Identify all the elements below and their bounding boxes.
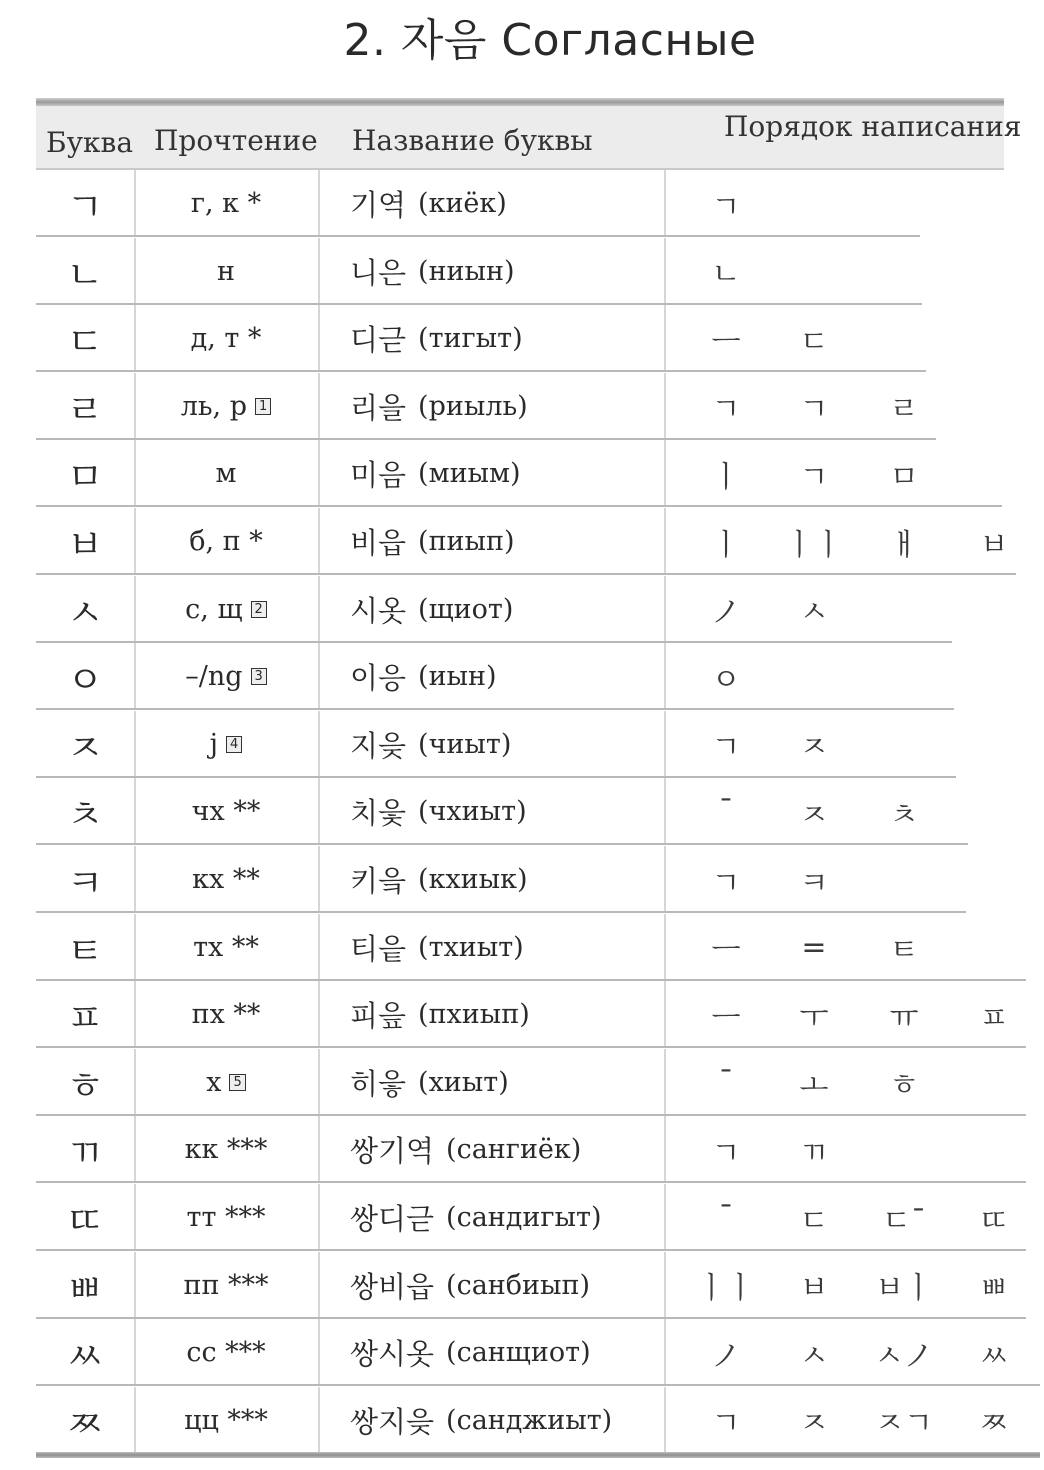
stroke-step: ㅂ (799, 1271, 829, 1307)
page-title: 2. 자음 Согласные (343, 15, 757, 66)
column-divider (664, 711, 666, 778)
stroke-step: ㅣㅣ (785, 527, 843, 563)
header-letter: Буква (46, 126, 134, 159)
stroke-step: ㅡ (711, 933, 741, 969)
stroke-step: ㄲ (799, 1135, 829, 1171)
column-divider (134, 1387, 136, 1454)
stroke-step: ㅇ (711, 662, 741, 698)
name-cell (350, 914, 524, 981)
stroke-step: ㅂ (979, 527, 1009, 563)
stroke-step: ㅠ (889, 1000, 919, 1036)
letter-name-hangul: 기역 (350, 188, 407, 222)
stroke-step: ˉ (718, 1200, 734, 1235)
table-row (36, 778, 1040, 845)
footnote-marker: 2 (251, 601, 267, 618)
stroke-step: ㅋ (799, 865, 829, 901)
letter-name-russian: (миым) (418, 458, 521, 490)
stroke-step: ㄱ (799, 459, 829, 495)
column-divider (664, 981, 666, 1048)
column-divider (664, 1319, 666, 1386)
name-cell (350, 1319, 591, 1386)
table-row (36, 238, 1040, 305)
table-row (36, 305, 1040, 372)
letter-name-hangul: 지읒 (350, 728, 407, 763)
letter-name-hangul: 쌍시옷 (350, 1337, 435, 1372)
footnote-marker: 1 (255, 398, 271, 415)
reading-text: –/ng (185, 661, 243, 693)
reading-text: сс *** (186, 1337, 266, 1369)
letter-name-russian: (санбиып) (446, 1269, 591, 1301)
column-divider (318, 238, 320, 305)
column-divider (664, 1116, 666, 1183)
letter-name-hangul: 치읓 (350, 796, 407, 831)
table-header (36, 106, 1022, 170)
letter-cell: ㄲ (66, 1131, 104, 1176)
name-cell (350, 305, 523, 372)
table-row (36, 1387, 1040, 1454)
stroke-step: ノ (711, 595, 741, 631)
footnote-marker: 5 (229, 1074, 245, 1091)
letter-cell: ㅆ (66, 1334, 104, 1379)
column-divider (318, 1184, 320, 1251)
name-cell (350, 576, 513, 643)
reading-text: г, к * (190, 188, 262, 219)
reading-cell (141, 1049, 311, 1116)
column-divider (664, 1387, 666, 1454)
name-cell (350, 846, 528, 913)
reading-text: пх ** (191, 999, 261, 1031)
name-cell (350, 711, 511, 778)
letter-cell: ㅈ (66, 725, 104, 770)
column-divider (134, 981, 136, 1048)
stroke-step: ㅅ (799, 1338, 829, 1374)
reading-text: кх ** (192, 864, 260, 895)
name-cell (350, 373, 528, 440)
stroke-step: ㅉ (979, 1406, 1009, 1442)
table-row (36, 914, 1040, 981)
column-divider (664, 846, 666, 913)
letter-name-russian: (санджиыт) (446, 1404, 613, 1436)
letter-cell: ㅍ (66, 996, 104, 1041)
letter-name-hangul: 미음 (350, 458, 407, 493)
reading-text: j (209, 728, 219, 760)
column-divider (664, 238, 666, 305)
table-row (36, 576, 1040, 643)
column-divider (134, 1116, 136, 1183)
column-divider (134, 711, 136, 778)
letter-cell: ㄹ (66, 387, 104, 432)
column-divider (664, 1184, 666, 1251)
stroke-step: ㅈ (799, 797, 829, 833)
table-row (36, 643, 1040, 710)
column-divider (134, 914, 136, 981)
stroke-step: ㅣㅣ (697, 1271, 755, 1307)
column-divider (134, 1252, 136, 1319)
reading-text: х (206, 1066, 222, 1098)
stroke-step: ㅜ (799, 1000, 829, 1036)
stroke-step: ㄷ (799, 324, 829, 360)
reading-cell (141, 440, 311, 507)
name-cell (350, 238, 515, 305)
name-cell (350, 1049, 509, 1116)
letter-name-hangul: 키읔 (350, 864, 407, 898)
column-divider (318, 1049, 320, 1116)
reading-text: с, щ (185, 593, 243, 625)
letter-cell: ㅃ (66, 1266, 104, 1311)
table-row (36, 846, 1040, 913)
column-divider (318, 778, 320, 845)
reading-cell (141, 778, 311, 845)
letter-name-russian: (ниын) (418, 255, 515, 287)
stroke-step: ˉ (718, 1064, 734, 1100)
stroke-step: ㄴ (711, 257, 741, 293)
stroke-step: ㄹ (889, 392, 919, 428)
stroke-step: ノ (711, 1338, 741, 1374)
stroke-step: ㄱ (711, 1406, 741, 1442)
table-top-rule (36, 98, 1004, 106)
column-divider (664, 170, 666, 237)
letter-cell: ㅎ (66, 1063, 104, 1108)
column-divider (664, 643, 666, 710)
letter-name-russian: (риыль) (418, 390, 528, 422)
column-divider (664, 576, 666, 643)
name-cell (350, 1116, 581, 1183)
name-cell (350, 170, 507, 237)
column-divider (318, 170, 320, 237)
reading-text: б, п * (189, 526, 263, 557)
letter-name-russian: (сангиёк) (446, 1134, 582, 1166)
letter-name-russian: (чиыт) (418, 728, 512, 760)
letter-name-russian: (кхиык) (418, 864, 528, 895)
stroke-step: ㅗ (799, 1068, 829, 1104)
stroke-step: ㅆ (979, 1338, 1009, 1374)
letter-name-hangul: 시옷 (350, 593, 407, 628)
letter-name-hangul: 히읗 (350, 1066, 407, 1101)
reading-cell (141, 711, 311, 778)
letter-name-hangul: 티읕 (350, 931, 407, 966)
column-divider (134, 238, 136, 305)
reading-cell (141, 170, 311, 237)
letter-cell: ㅁ (66, 455, 104, 500)
column-divider (134, 846, 136, 913)
name-cell (350, 1184, 602, 1251)
reading-text: пп *** (183, 1269, 269, 1301)
reading-text: тт *** (186, 1202, 266, 1233)
stroke-step: ㄱ (711, 392, 741, 428)
letter-cell: ㅉ (66, 1401, 104, 1446)
letter-cell: ㅊ (66, 793, 104, 838)
column-divider (318, 305, 320, 372)
column-divider (664, 1049, 666, 1116)
column-divider (664, 508, 666, 575)
stroke-step: ㅌ (889, 933, 919, 969)
reading-text: чх ** (191, 796, 261, 828)
column-divider (318, 576, 320, 643)
letter-name-russian: (чхиыт) (418, 796, 527, 828)
letter-name-hangul: 리을 (350, 390, 407, 425)
column-divider (134, 508, 136, 575)
column-divider (318, 914, 320, 981)
letter-name-russian: (тигыт) (418, 323, 523, 355)
reading-cell (141, 1116, 311, 1183)
table-row (36, 440, 1040, 507)
table-row (36, 1116, 1040, 1183)
footnote-marker: 4 (226, 736, 242, 753)
name-cell (350, 1387, 612, 1454)
stroke-step: ㄱ (711, 865, 741, 901)
column-divider (318, 981, 320, 1048)
letter-cell: ㅋ (66, 861, 104, 905)
reading-text: ль, р (180, 390, 248, 422)
stroke-step: ˉ (718, 794, 734, 830)
stroke-step: ㄱ (711, 1135, 741, 1171)
letter-name-hangul: 피읖 (350, 999, 407, 1034)
reading-cell (141, 305, 311, 372)
reading-cell (141, 1387, 311, 1454)
stroke-step: ㅐ (889, 527, 919, 563)
letter-name-russian: (щиот) (418, 593, 514, 625)
name-cell (350, 1252, 590, 1319)
stroke-step: ㅎ (889, 1068, 919, 1104)
stroke-step: ㅅ (799, 595, 829, 631)
column-divider (318, 1387, 320, 1454)
column-divider (318, 643, 320, 710)
column-divider (134, 170, 136, 237)
letter-cell: ㅅ (66, 590, 104, 635)
header-reading: Прочтение (154, 124, 318, 157)
column-divider (134, 373, 136, 440)
reading-text: цц *** (184, 1404, 268, 1436)
letter-name-russian: (пхиып) (418, 999, 530, 1031)
letter-name-russian: (санщиот) (446, 1337, 591, 1369)
column-divider (134, 643, 136, 710)
reading-cell (141, 643, 311, 710)
letter-name-russian: (хиыт) (418, 1066, 509, 1098)
table-row (36, 1049, 1040, 1116)
column-divider (664, 914, 666, 981)
name-cell (350, 440, 521, 507)
stroke-step: ㅣ (711, 459, 741, 495)
table-row (36, 1319, 1040, 1386)
name-cell (350, 778, 527, 845)
reading-cell (141, 846, 311, 913)
stroke-step: ㅣ (711, 527, 741, 563)
reading-cell (141, 1252, 311, 1319)
column-divider (664, 778, 666, 845)
column-divider (134, 1184, 136, 1251)
column-divider (318, 373, 320, 440)
column-divider (664, 373, 666, 440)
column-divider (318, 508, 320, 575)
column-divider (664, 305, 666, 372)
letter-cell: ㄸ (66, 1199, 104, 1243)
letter-name-hangul: 쌍비읍 (350, 1269, 435, 1304)
stroke-step: ㅈ (799, 730, 829, 766)
stroke-step: ㅈ (799, 1406, 829, 1442)
reading-cell (141, 508, 311, 575)
stroke-step: ㄷ (799, 1203, 829, 1239)
reading-text: н (217, 255, 235, 287)
reading-text: м (215, 458, 237, 490)
table-row (36, 981, 1040, 1048)
table-row (36, 1184, 1040, 1251)
table-row (36, 711, 1040, 778)
reading-cell (141, 373, 311, 440)
column-divider (318, 440, 320, 507)
table-bottom-rule (36, 1452, 1040, 1458)
letter-cell: ㄱ (66, 185, 104, 229)
stroke-step: ㅁ (889, 459, 919, 495)
reading-text: д, т * (190, 323, 262, 355)
letter-name-hangul: 이응 (350, 661, 407, 696)
letter-cell: ㅂ (66, 523, 104, 567)
letter-name-hangul: 쌍디귿 (350, 1202, 435, 1236)
column-divider (134, 1319, 136, 1386)
column-divider (134, 305, 136, 372)
column-divider (134, 1049, 136, 1116)
stroke-step: ㅍ (979, 1000, 1009, 1036)
reading-text: кк *** (184, 1134, 268, 1166)
name-cell (350, 981, 530, 1048)
stroke-step: ㄸ (979, 1203, 1009, 1239)
stroke-step: ㅈㄱ (875, 1406, 933, 1442)
column-divider (664, 440, 666, 507)
letter-cell: ㅌ (66, 928, 104, 973)
name-cell (350, 508, 515, 575)
stroke-step: ㄱ (711, 189, 741, 225)
letter-name-hangul: 디귿 (350, 323, 407, 358)
stroke-step: ㅡ (711, 324, 741, 360)
reading-text: тх ** (193, 931, 259, 963)
header-name: Название буквы (352, 124, 593, 157)
stroke-step: ㅡ (711, 1000, 741, 1036)
reading-cell (141, 981, 311, 1048)
letter-name-russian: (тхиыт) (418, 931, 524, 963)
reading-cell (141, 1184, 311, 1251)
footnote-marker: 3 (251, 668, 267, 685)
letter-name-hangul: 비읍 (350, 526, 407, 560)
letter-cell: ㄷ (66, 320, 104, 365)
column-divider (318, 711, 320, 778)
stroke-step: ㄱ (799, 392, 829, 428)
column-divider (664, 1252, 666, 1319)
column-divider (318, 1319, 320, 1386)
stroke-step: ㅅノ (874, 1338, 934, 1374)
stroke-step: ㄷˉ (882, 1203, 926, 1239)
header-order: Порядок написания (724, 110, 1022, 143)
stroke-step: ㅂㅣ (875, 1271, 933, 1307)
letter-name-russian: (киёк) (418, 188, 507, 219)
stroke-step: ㅃ (979, 1271, 1009, 1307)
reading-cell (141, 1319, 311, 1386)
letter-name-hangul: 쌍기역 (350, 1134, 435, 1169)
column-divider (134, 440, 136, 507)
letter-name-hangul: 니은 (350, 255, 407, 290)
letter-cell: ㄴ (66, 252, 104, 297)
table-row (36, 170, 1040, 237)
letter-name-russian: (пиып) (418, 526, 515, 557)
column-divider (134, 778, 136, 845)
column-divider (318, 846, 320, 913)
reading-cell (141, 914, 311, 981)
table-row (36, 508, 1040, 575)
stroke-step: ㅊ (889, 797, 919, 833)
letter-name-russian: (иын) (418, 661, 497, 693)
stroke-step: ㄱ (711, 730, 741, 766)
reading-cell (141, 238, 311, 305)
column-divider (318, 1116, 320, 1183)
column-divider (318, 1252, 320, 1319)
reading-cell (141, 576, 311, 643)
table-row (36, 1252, 1040, 1319)
column-divider (134, 576, 136, 643)
name-cell (350, 643, 497, 710)
table-row (36, 373, 1040, 440)
stroke-step: = (801, 929, 827, 965)
letter-cell: ㅇ (66, 658, 104, 703)
letter-name-hangul: 쌍지읒 (350, 1404, 435, 1439)
letter-name-russian: (сандигыт) (446, 1202, 602, 1233)
